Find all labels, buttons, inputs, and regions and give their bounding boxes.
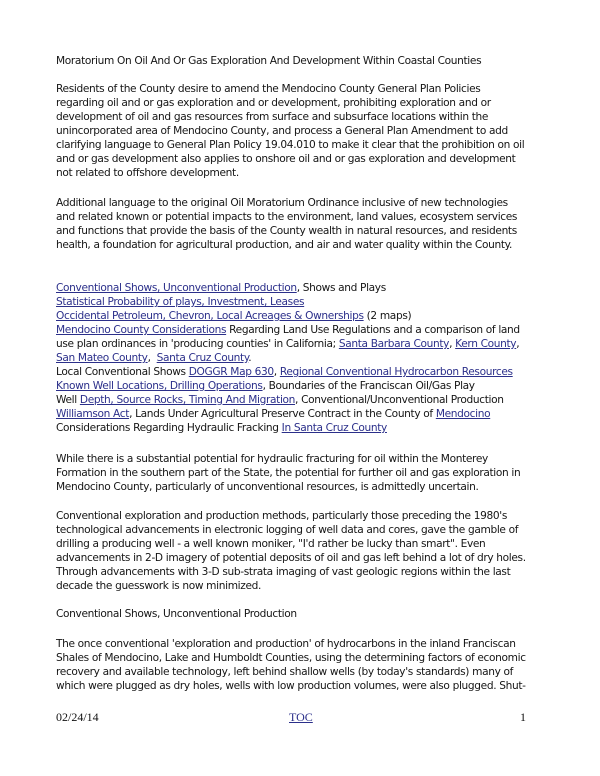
links-text: Regarding Land Use Regulations and a comparison of land xyxy=(226,324,520,336)
links-text: Well xyxy=(56,394,80,406)
toc-link[interactable]: TOC xyxy=(289,710,313,724)
links-text: , Boundaries of the Franciscan Oil/Gas Play xyxy=(262,380,475,392)
link-statistical-probability[interactable]: Statistical Probability of plays, Investment, Leases xyxy=(56,296,305,308)
para3-line: While there is a substantial potential for hydraulic fracturing for oil within the Monterey xyxy=(56,453,488,465)
links-line-8 xyxy=(56,379,475,393)
links-line-9 xyxy=(56,393,504,407)
para1-line: Residents of the County desire to amend the Mendocino County General Plan Policies xyxy=(56,83,481,95)
link-mendocino[interactable]: Mendocino xyxy=(435,408,491,420)
links-text: use plan ordinances in 'producing counties' in California; xyxy=(56,338,339,350)
para2-line: and functions that provide the basis of the County wealth in natural resources, and residents xyxy=(56,225,517,237)
para4-line: drilling a producing well - a well known moniker, "I'd rather be lucky than smart". Even xyxy=(56,538,486,550)
para3-line: Formation in the southern part of the State, the potential for further oil and gas exploration in xyxy=(56,467,521,479)
links-line-2 xyxy=(56,295,304,309)
links-text: Local Conventional Shows xyxy=(56,366,189,378)
links-text: , xyxy=(273,366,280,378)
footer-date: 02/24/14 xyxy=(56,710,99,724)
para4-line: decade the guesswork is now minimized. xyxy=(56,580,262,592)
para4-line: Conventional exploration and production methods, particularly those preceding the 1980's xyxy=(56,510,508,522)
link-depth-source-rocks[interactable]: Depth, Source Rocks, Timing And Migration xyxy=(79,394,296,406)
links-line-10 xyxy=(56,407,490,421)
link-in-santa-cruz-county[interactable]: In Santa Cruz County xyxy=(281,422,387,434)
para1-line: and or gas development also applies to onshore oil and or gas exploration and development xyxy=(56,153,516,165)
links-line-11 xyxy=(56,421,387,435)
link-conventional-shows[interactable]: Conventional Shows, Unconventional Production xyxy=(56,282,297,294)
para4-line: technological advancements in electronic logging of well data and cores, gave the gamble of xyxy=(56,524,519,536)
link-san-mateo-county[interactable]: San Mateo County xyxy=(56,352,148,364)
para5-line: which were plugged as dry holes, wells with low production volumes, were also plugged. Shut- xyxy=(56,680,526,692)
link-occidental-petroleum[interactable]: Occidental Petroleum, Chevron, Local Acreages & Ownerships xyxy=(56,310,364,322)
section-heading: Conventional Shows, Unconventional Production xyxy=(56,608,297,620)
para2-line: and related known or potential impacts to the environment, land values, ecosystem services xyxy=(56,211,518,223)
para4-line: Through advancements with 3-D sub-strata imaging of vast geologic regions within the last xyxy=(56,566,511,578)
para1-line: unincorporated area of Mendocino County, and process a General Plan Amendment to add xyxy=(56,125,508,137)
links-line-3 xyxy=(56,309,411,323)
para5-line: recovery and available technology, left behind shallow wells (by today's standards) many of xyxy=(56,666,514,678)
para5-line: Shales of Mendocino, Lake and Humboldt Counties, using the determining factors of economic xyxy=(56,652,526,664)
para1-line: clarifying language to General Plan Policy 19.04.010 to make it clear that the prohibition on oil xyxy=(56,139,525,151)
links-text: , xyxy=(147,352,157,364)
link-williamson-act[interactable]: Williamson Act xyxy=(56,408,130,420)
links-text: . xyxy=(248,352,252,364)
link-known-well-locations[interactable]: Known Well Locations, Drilling Operations xyxy=(56,380,263,392)
links-line-1 xyxy=(56,281,386,295)
link-doggr-map-630[interactable]: DOGGR Map 630 xyxy=(188,366,274,378)
page-number: 1 xyxy=(520,710,526,724)
link-kern-county[interactable]: Kern County xyxy=(455,338,517,350)
links-text: , xyxy=(449,338,456,350)
link-santa-cruz-county[interactable]: Santa Cruz County xyxy=(156,352,249,364)
link-mendocino-considerations[interactable]: Mendocino County Considerations xyxy=(56,324,227,336)
links-text: Considerations Regarding Hydraulic Fracking xyxy=(56,422,282,434)
para2-line: Additional language to the original Oil Moratorium Ordinance inclusive of new technologies xyxy=(56,197,508,209)
links-line-5 xyxy=(56,337,519,351)
links-text: , Lands Under Agricultural Preserve Contract in the County of xyxy=(129,408,436,420)
links-line-4 xyxy=(56,323,520,337)
link-santa-barbara-county[interactable]: Santa Barbara County xyxy=(338,338,450,350)
para4-line: advancements in 2-D imagery of potential deposits of oil and gas left behind a lot of dry holes. xyxy=(56,552,526,564)
links-text: (2 maps) xyxy=(363,310,412,322)
para1-line: development of oil and gas resources from surface and subsurface locations within the xyxy=(56,111,489,123)
links-text: , xyxy=(516,338,520,350)
para3-line: Mendocino County, particularly of unconventional resources, is admittedly uncertain. xyxy=(56,481,479,493)
links-line-6 xyxy=(56,351,251,365)
document-title: Moratorium On Oil And Or Gas Exploration And Development Within Coastal Counties xyxy=(56,55,482,67)
para2-line: health, a foundation for agricultural production, and air and water quality within the County. xyxy=(56,239,513,251)
para1-line: regarding oil and or gas exploration and or development, prohibiting exploration and or xyxy=(56,97,491,109)
para1-line: not related to offshore development. xyxy=(56,167,239,179)
links-line-7 xyxy=(56,365,513,379)
links-text: , Shows and Plays xyxy=(296,282,386,294)
para5-line: The once conventional 'exploration and production' of hydrocarbons in the inland Franciscan xyxy=(56,638,516,650)
links-text: , Conventional/Unconventional Production xyxy=(295,394,504,406)
link-regional-hydrocarbon-resources[interactable]: Regional Conventional Hydrocarbon Resources xyxy=(279,366,513,378)
